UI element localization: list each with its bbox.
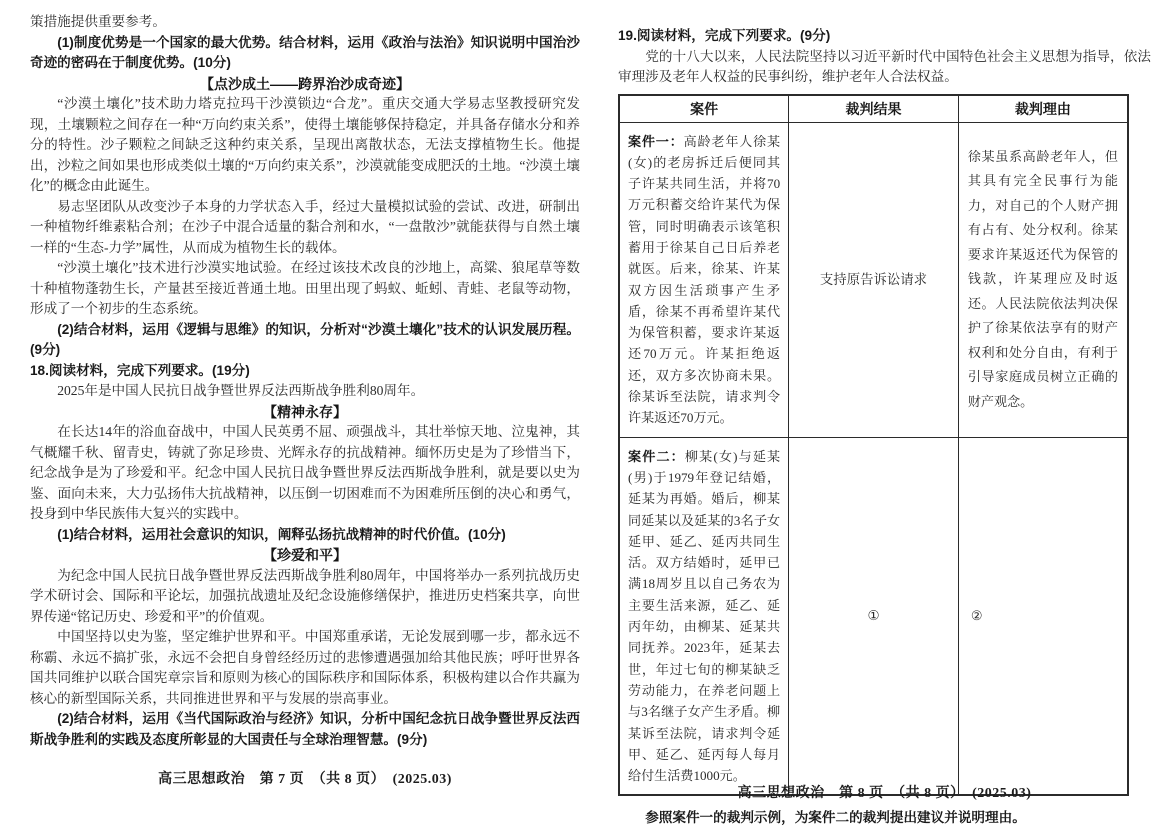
exam-page-7 xyxy=(30,12,580,787)
case-2-result-placeholder: ① xyxy=(789,437,959,795)
page-8-footer: 高三思想政治 第 8 页 （共 8 页） (2025.03) xyxy=(737,786,1032,801)
case-1-reason: 徐某虽系高龄老年人，但其具有完全民事行为能力，对自己的个人财产拥有占有、处分权利。徐某要求许某返还代为保管的钱款，许某理应及时返还。人民法院依法判决保护了徐某依法享有的财产权利和处分自由，有利于引导家庭成员树立正确的财产观念。 xyxy=(958,122,1128,437)
table-row-case-2 xyxy=(619,437,1128,795)
question-18-stem: 18.阅读材料，完成下列要求。(19分) xyxy=(30,362,250,378)
question-18-sub2: (2)结合材料，运用《当代国际政治与经济》知识，分析中国纪念抗日战争暨世界反法西斯战争胜利的实践及态度所彰显的大国责任与全球治理智慧。(9分) xyxy=(30,711,580,747)
material-peace-2: 中国坚持以史为鉴，坚定维护世界和平。中国郑重承诺，无论发展到哪一步，都永远不称霸、永远不搞扩张，永远不会把自身曾经经历过的悲惨遭遇强加给其他民族；呼吁世界各国共同维护以联合国宪章宗旨和原则为核心的国际秩序和国际体系，积极构建以合作共赢为核心的新型国际关系，共同推进世界和平与发展的崇高事业。 xyxy=(30,629,580,706)
case-1-result: 支持原告诉讼请求 xyxy=(789,122,959,437)
case-1-text: 高龄老年人徐某(女)的老房拆迁后便同其子许某共同生活，并将70万元积蓄交给许某代为保管，同时明确表示该笔积蓄用于徐某自己日后养老就医。后来，徐某、许某双方因生活琐事产生矛盾，徐某不再希望许某代为保管积蓄，要求许某返还70万元。许某拒绝返还，双方多次协商未果。徐某诉至法院，请求判令许某返还70万元。 xyxy=(628,133,781,426)
case-2-text: 柳某(女)与延某(男)于1979年登记结婚，延某为再婚。婚后，柳某同延某以及延某的3名子女延甲、延乙、延丙共同生活。双方结婚时，延甲已满18周岁且以自己务农为主要生活来源，延乙、延丙年幼，由柳某、延某共同抚养。2023年，延某去世，年过七旬的柳某缺乏劳动能力，在养老问题上与3名继子女产生矛盾。柳某诉至法院，请求判令延甲、延乙、延丙每人每月给付生活费1000元。 xyxy=(628,448,781,784)
question-19-stem: 19.阅读材料，完成下列要求。(9分) xyxy=(618,28,831,43)
section-heading-peace: 【珍爱和平】 xyxy=(263,547,347,563)
section-heading-sand: 【点沙成土——跨界治沙成奇迹】 xyxy=(200,75,410,92)
question-17-sub2: (2)结合材料，运用《逻辑与思维》的知识，分析对“沙漠土壤化”技术的认识发展历程。(9分) xyxy=(30,321,580,357)
material-spirit: 在长达14年的浴血奋战中，中国人民英勇不屈、顽强战斗，其壮举惊天地、泣鬼神，其气概耀千秋、留青史，铸就了弥足珍贵、光辉永存的抗战精神。缅怀历史是为了珍惜当下，纪念战争是为了珍爱和平。纪念中国人民抗日战争暨世界反法西斯战争胜利，就是要以史为鉴、面向未来，大力弘扬伟大抗战精神，以压倒一切困难而不为困难所压倒的决心和勇气，投身到中华民族伟大复兴的实践中。 xyxy=(30,424,580,521)
case-2-reason-placeholder: ② xyxy=(958,437,1128,795)
case-2-label: 案件二： xyxy=(628,448,685,464)
question-19-task: 参照案件一的裁判示例，为案件二的裁判提出建议并说明理由。 xyxy=(645,810,1026,826)
case-1-label: 案件一： xyxy=(628,133,684,149)
material-sand-3: “沙漠土壤化”技术进行沙漠实地试验。在经过该技术改良的沙地上，高粱、狼尾草等数十种植物蓬勃生长，产量甚至接近普通土地。田里出现了蚂蚁、蚯蚓、青蛙、老鼠等动物，形成了一个初步的生态系统。 xyxy=(30,260,580,316)
material-sand-1: “沙漠土壤化”技术助力塔克拉玛干沙漠锁边“合龙”。重庆交通大学易志坚教授研究发现，土壤颗粒之间存在一种“万向约束关系”，使得土壤能够保持稳定，并具备存储水分和养分的特性。沙子颗粒之间缺乏这种约束关系，呈现出离散状态，无法支撑植物生长。他提出，沙粒之间如果也形成类似土壤的“万向约束关系”，沙漠就能变成肥沃的土地。“沙漠土壤化”的概念由此诞生。 xyxy=(30,96,580,193)
page-7-footer: 高三思想政治 第 7 页 （共 8 页） (2025.03) xyxy=(158,772,452,787)
table-row-case-1 xyxy=(619,122,1128,437)
question-18-sub1: (1)结合材料，运用社会意识的知识，阐释弘扬抗战精神的时代价值。(10分) xyxy=(57,526,506,542)
header-result: 裁判结果 xyxy=(789,95,959,123)
material-peace-1: 为纪念中国人民抗日战争暨世界反法西斯战争胜利80周年，中国将举办一系列抗战历史学术研讨会、国际和平论坛，加强抗战遗址及纪念设施修缮保护，推进历史档案共享，向世界传递“铭记历史、珍爱和平”的价值观。 xyxy=(30,567,580,624)
question-17-sub1: (1)制度优势是一个国家的最大优势。结合材料，运用《政治与法治》知识说明中国治沙奇迹的密码在于制度优势。(10分) xyxy=(30,34,580,70)
material-19-intro: 党的十八大以来，人民法院坚持以习近平新时代中国特色社会主义思想为指导，依法审理涉及老年人权益的民事纠纷，维护老年人合法权益。 xyxy=(618,48,1151,84)
table-header-row xyxy=(619,95,1128,123)
continuation-line: 策措施提供重要参考。 xyxy=(30,14,166,29)
section-heading-spirit: 【精神永存】 xyxy=(263,403,347,420)
exam-page-8 xyxy=(618,26,1151,829)
material-18-intro: 2025年是中国人民抗日战争暨世界反法西斯战争胜利80周年。 xyxy=(57,383,425,398)
cases-table xyxy=(618,94,1129,797)
case-1-description xyxy=(619,122,789,437)
header-case: 案件 xyxy=(619,95,789,123)
header-reason: 裁判理由 xyxy=(958,95,1128,123)
material-sand-2: 易志坚团队从改变沙子本身的力学状态入手，经过大量模拟试验的尝试、改进，研制出一种植物纤维素粘合剂；在沙子中混合适量的黏合剂和水，“一盘散沙”就能获得与自然土壤一样的“生态-力学”属性，从而成为植物生长的载体。 xyxy=(30,198,580,255)
case-2-description xyxy=(619,437,789,795)
